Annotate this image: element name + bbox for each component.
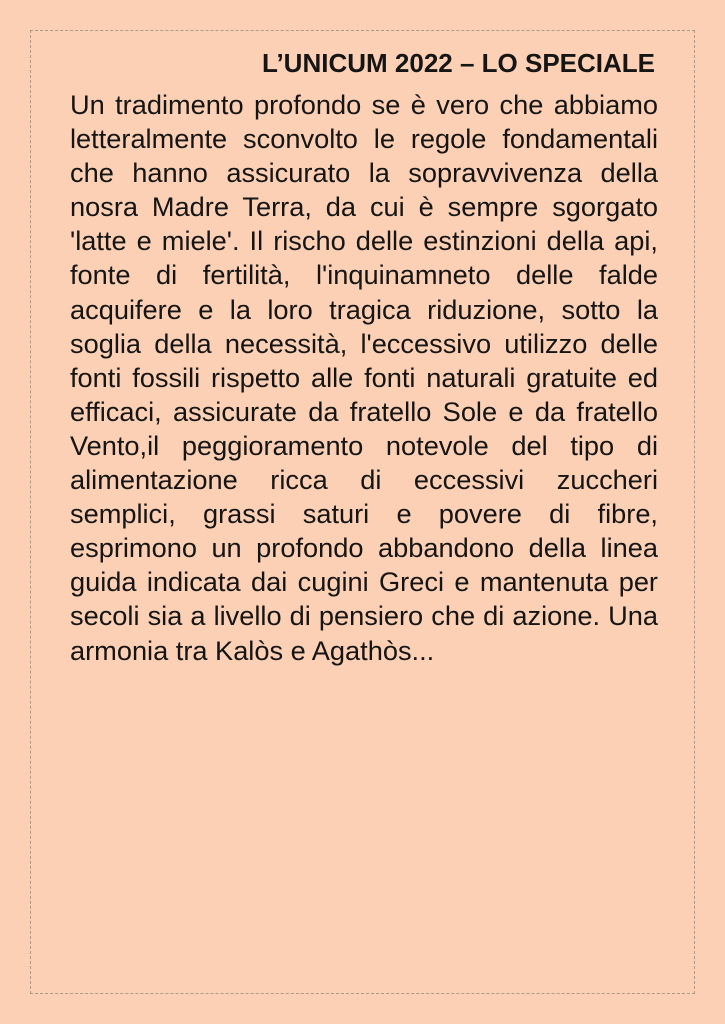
page-header: L’UNICUM 2022 – LO SPECIALE [262,48,655,78]
article-body: Un tradimento profondo se è vero che abbiamo letteralmente sconvolto le regole fondamentali che hanno assicurato la sopravvivenza della nosra Madre Terra, da cui è sempre sgorgato 'latte e miele'. Il rischo delle estinzioni della api, fonte di fertilità, l'inquinamneto delle falde acquifere e la loro tragica riduzione, sotto la soglia della necessità, l'eccessivo utilizzo delle fonti fossili rispetto alle fonti naturali gratuite ed efficaci, assicurate da fratello Sole e da fratello Vento,il peggioramento notevole del tipo di alimentazione ricca di eccessivi zuccheri semplici, grassi saturi e povere di fibre, esprimono un profondo abbandono della linea guida indicata dai cugini Greci e mantenuta per secoli sia a livello di pensiero che di azione. Una armonia tra Kalòs e Agathòs... [70,89,658,666]
